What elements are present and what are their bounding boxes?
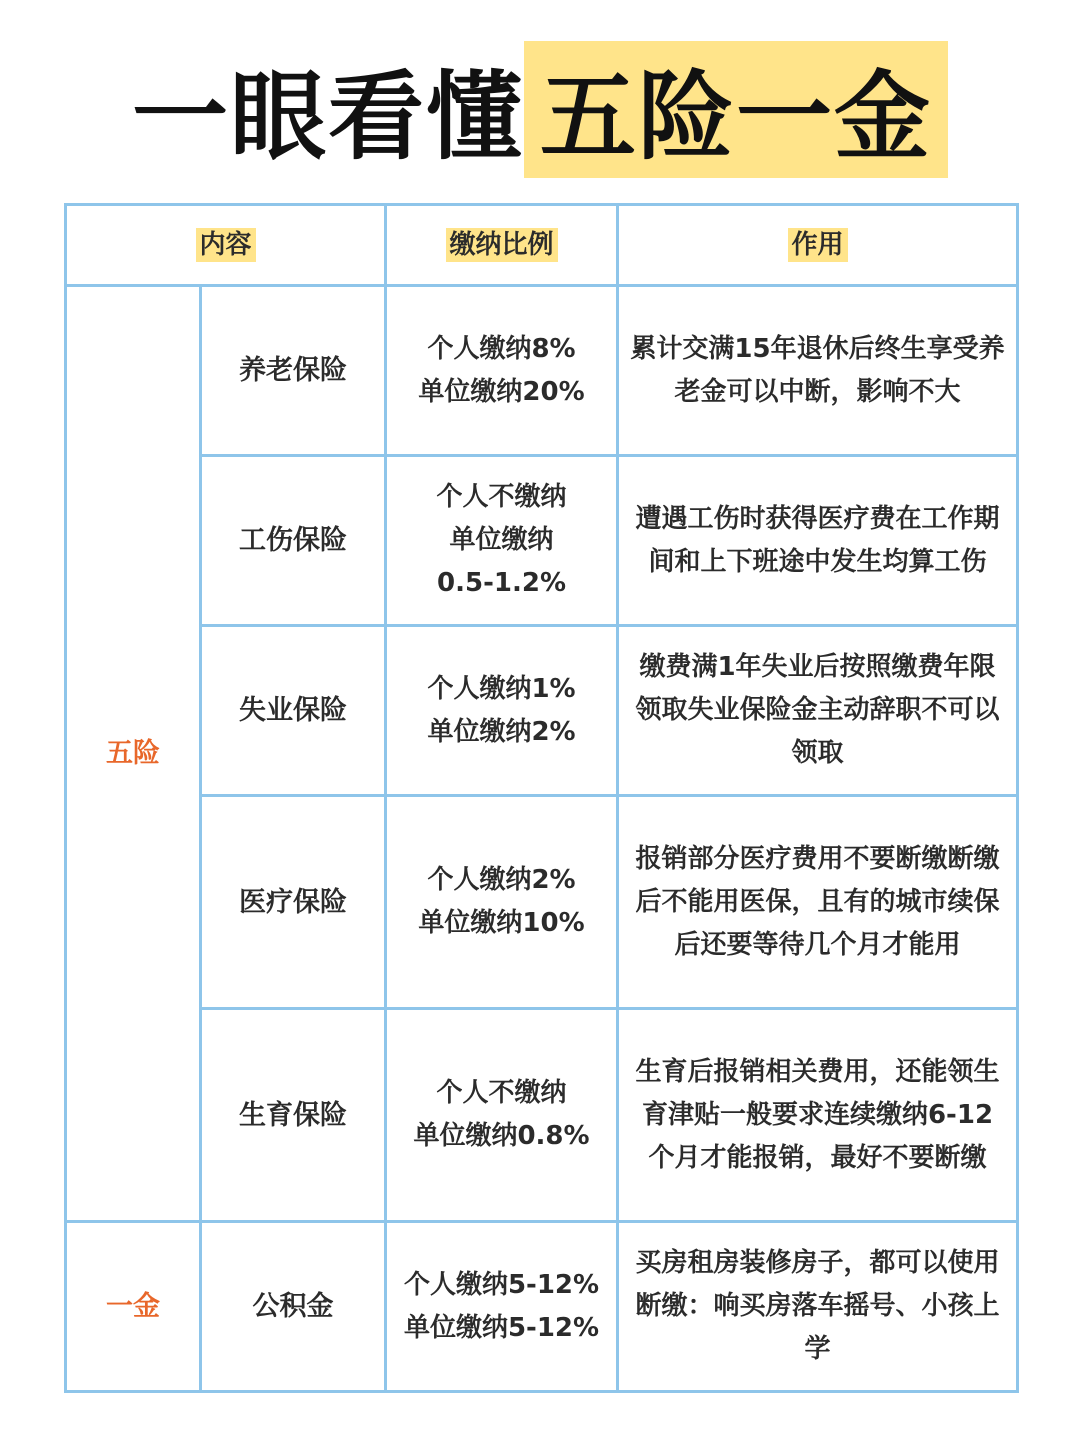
table-row	[66, 626, 1018, 796]
row-effect: 生育后报销相关费用，还能领生育津贴一般要求连续缴纳6-12个月才能报销，最好不要断缴	[618, 1009, 1018, 1222]
insurance-table	[64, 203, 1019, 1393]
row-effect: 报销部分医疗费用不要断缴断缴后不能用医保，且有的城市续保后还要等待几个月才能用	[618, 796, 1018, 1009]
group-five-insurances: 五险	[66, 286, 201, 1222]
row-name: 养老保险	[201, 286, 386, 456]
row-name: 失业保险	[201, 626, 386, 796]
row-ratio: 个人不缴纳 单位缴纳0.8%	[386, 1009, 618, 1222]
row-name: 医疗保险	[201, 796, 386, 1009]
row-ratio: 个人缴纳5-12% 单位缴纳5-12%	[386, 1222, 618, 1392]
page-title	[0, 48, 1080, 173]
header-ratio-label: 缴纳比例	[446, 228, 558, 262]
table-header-row	[66, 205, 1018, 286]
header-effect	[618, 205, 1018, 286]
row-name: 生育保险	[201, 1009, 386, 1222]
header-effect-label: 作用	[788, 228, 848, 262]
group-housing-fund: 一金	[66, 1222, 201, 1392]
title-part1: 一眼看懂	[132, 60, 524, 173]
row-effect: 累计交满15年退休后终生享受养老金可以中断，影响不大	[618, 286, 1018, 456]
header-content-label: 内容	[196, 228, 256, 262]
table-row	[66, 286, 1018, 456]
row-name: 工伤保险	[201, 456, 386, 626]
row-effect: 买房租房装修房子，都可以使用断缴：响买房落车摇号、小孩上学	[618, 1222, 1018, 1392]
header-content	[66, 205, 386, 286]
table-row	[66, 796, 1018, 1009]
row-ratio: 个人缴纳8% 单位缴纳20%	[386, 286, 618, 456]
header-ratio	[386, 205, 618, 286]
title-part2-highlight: 五险一金	[524, 41, 948, 178]
row-effect: 遭遇工伤时获得医疗费在工作期间和上下班途中发生均算工伤	[618, 456, 1018, 626]
row-ratio: 个人缴纳1% 单位缴纳2%	[386, 626, 618, 796]
insurance-table-wrapper	[64, 203, 1019, 1393]
row-name: 公积金	[201, 1222, 386, 1392]
table-row	[66, 1009, 1018, 1222]
row-ratio: 个人不缴纳 单位缴纳 0.5-1.2%	[386, 456, 618, 626]
row-ratio: 个人缴纳2% 单位缴纳10%	[386, 796, 618, 1009]
table-row	[66, 456, 1018, 626]
table-row	[66, 1222, 1018, 1392]
row-effect: 缴费满1年失业后按照缴费年限领取失业保险金主动辞职不可以领取	[618, 626, 1018, 796]
